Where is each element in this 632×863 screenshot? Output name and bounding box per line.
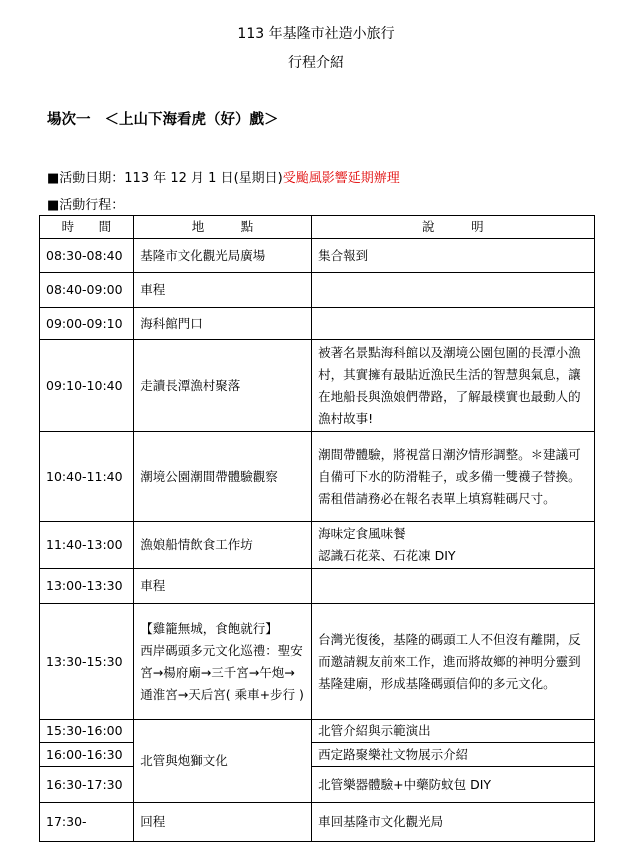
row-description: 西定路聚樂社文物展示介紹	[312, 743, 595, 767]
session-label: 場次一	[47, 112, 91, 128]
row-description: 北管樂器體驗+中藥防蚊包 DIY	[312, 767, 595, 803]
place-line: 西岸碼頭多元文化巡禮：聖安宮→楊府廟→三千宮→午炮→通淮宮→天后宮( 乘車+步行 )	[140, 642, 304, 702]
table-row	[40, 743, 595, 767]
document-subtitle: 行程介紹	[288, 55, 344, 71]
row-description: 被著名景點海科館以及潮境公園包圍的長潭小漁村，其實擁有最貼近漁民生活的智慧與氣息，讓在地船長與漁娘們帶路，了解最樸實也最動人的漁村故事!	[312, 340, 595, 432]
table-row	[40, 273, 595, 308]
row-place: 北管與炮獅文化	[134, 720, 312, 803]
table-row	[40, 767, 595, 803]
row-description: 潮間帶體驗，將視當日潮汐情形調整。＊建議可自備可下水的防滑鞋子，或多備一雙襪子替換。需租借請務必在報名表單上填寫鞋碼尺寸。	[312, 432, 595, 522]
header-place: 地 點	[134, 216, 312, 239]
table-row	[40, 803, 595, 842]
row-time: 11:40-13:00	[40, 522, 134, 569]
row-place: 海科館門口	[134, 308, 312, 340]
date-label: ■活動日期：113 年 12 月 1 日(星期日)	[47, 171, 283, 186]
row-description	[312, 308, 595, 340]
row-place: 基隆市文化觀光局廣場	[134, 239, 312, 273]
description-line: 海味定食風味餐	[318, 526, 406, 541]
table-row	[40, 239, 595, 273]
row-time: 15:30-16:00	[40, 720, 134, 743]
row-place: 車程	[134, 273, 312, 308]
description-line: 認識石花菜、石花凍 DIY	[318, 548, 456, 563]
table-row	[40, 720, 595, 743]
table-header-row	[40, 216, 595, 239]
row-description	[312, 569, 595, 604]
schedule-label: ■活動行程：	[47, 198, 125, 213]
postponed-note: 受颱風影響延期辦理	[282, 171, 400, 186]
row-description	[312, 273, 595, 308]
table-row	[40, 432, 595, 522]
row-time: 13:30-15:30	[40, 604, 134, 720]
row-place: 漁娘船情飲食工作坊	[134, 522, 312, 569]
place-line: 【雞籠無城，食飽就行】	[140, 620, 278, 636]
row-description: 北管介紹與示範演出	[312, 720, 595, 743]
row-place: 車程	[134, 569, 312, 604]
row-place: 潮境公園潮間帶體驗觀察	[134, 432, 312, 522]
table-row	[40, 340, 595, 432]
row-description: 台灣光復後，基隆的碼頭工人不但沒有離開，反而邀請親友前來工作，進而將故鄉的神明分靈到基隆建廟，形成基隆碼頭信仰的多元文化。	[312, 604, 595, 720]
header-time: 時 間	[40, 216, 134, 239]
table-row	[40, 604, 595, 720]
row-description	[312, 522, 595, 569]
activity-date	[47, 167, 400, 186]
table-row	[40, 308, 595, 340]
document-title: 113 年基隆市社造小旅行	[237, 26, 395, 42]
row-place: 走讀長潭漁村聚落	[134, 340, 312, 432]
row-time: 16:30-17:30	[40, 767, 134, 803]
schedule-table	[39, 215, 595, 842]
table-row	[40, 569, 595, 604]
row-place	[134, 604, 312, 720]
header-description: 說 明	[312, 216, 595, 239]
row-description: 集合報到	[312, 239, 595, 273]
row-time: 09:00-09:10	[40, 308, 134, 340]
row-place: 回程	[134, 803, 312, 842]
table-row	[40, 522, 595, 569]
session-name: ＜上山下海看虎（好）戲＞	[104, 112, 279, 128]
row-time: 08:30-08:40	[40, 239, 134, 273]
row-description: 車回基隆市文化觀光局	[312, 803, 595, 842]
row-time: 13:00-13:30	[40, 569, 134, 604]
row-time: 17:30-	[40, 803, 134, 842]
row-time: 16:00-16:30	[40, 743, 134, 767]
row-time: 10:40-11:40	[40, 432, 134, 522]
row-time: 09:10-10:40	[40, 340, 134, 432]
row-time: 08:40-09:00	[40, 273, 134, 308]
session-heading	[47, 108, 279, 129]
